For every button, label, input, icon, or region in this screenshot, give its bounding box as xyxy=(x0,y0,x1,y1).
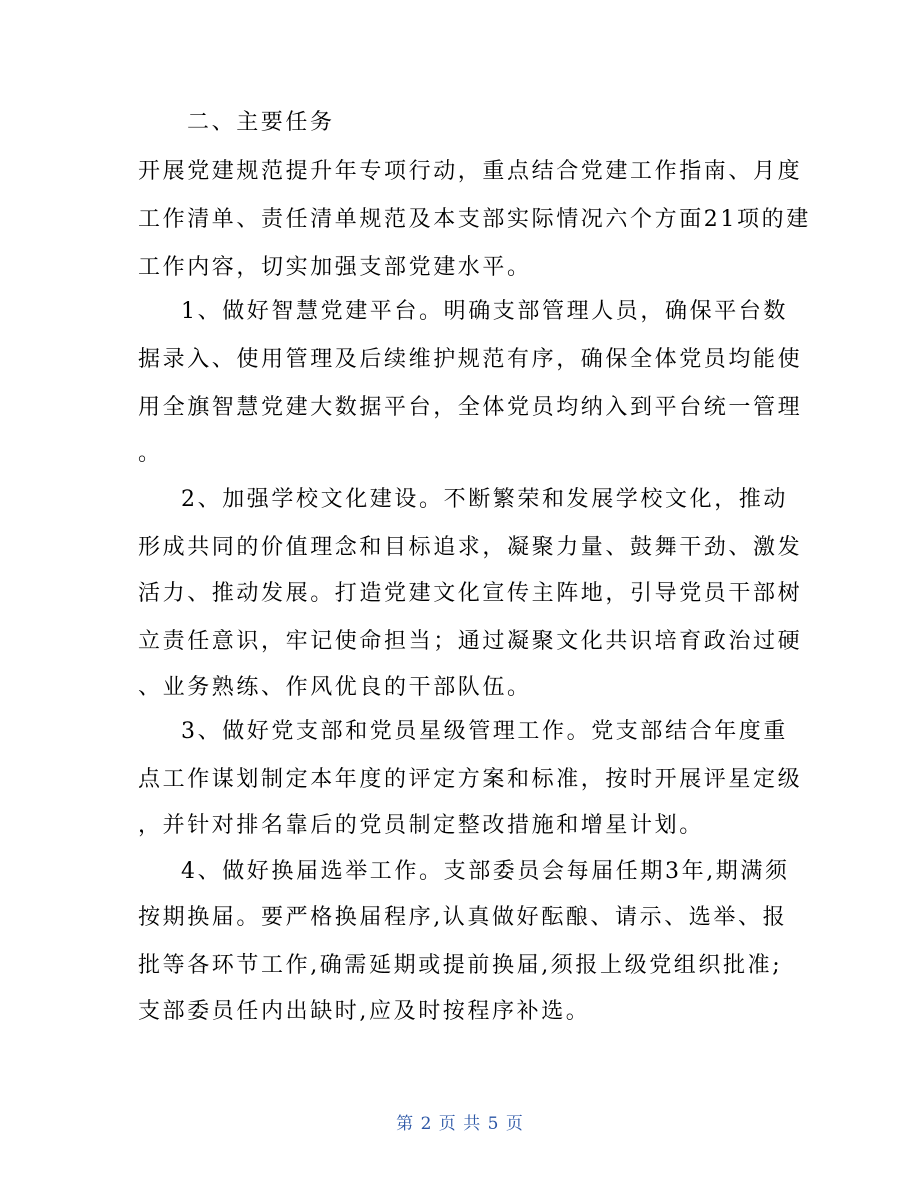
paragraph-line: 、业务熟练、作风优良的干部队伍。 xyxy=(138,675,532,700)
paragraph-line: 活力、推动发展。打造党建文化宣传主阵地，引导党员干部树 xyxy=(138,581,803,606)
paragraph-line: 工作内容，切实加强支部党建水平。 xyxy=(138,255,532,280)
paragraph-line: 点工作谋划制定本年度的评定方案和标准，按时开展评星定级 xyxy=(138,767,803,792)
paragraph-line: 据录入、使用管理及后续维护规范有序，确保全体党员均能使 xyxy=(138,347,803,372)
section-heading: 二、主要任务 xyxy=(187,110,335,135)
page-number-footer: 第 2 页 共 5 页 xyxy=(396,1114,524,1134)
paragraph-line: 4、做好换届选举工作。支部委员会每届任期3年,期满须 xyxy=(181,859,790,884)
paragraph-line: 立责任意识，牢记使命担当；通过凝聚文化共识培育政治过硬 xyxy=(138,629,803,654)
paragraph-line: 开展党建规范提升年专项行动，重点结合党建工作指南、月度 xyxy=(138,159,803,184)
paragraph-line: 用全旗智慧党建大数据平台，全体党员均纳入到平台统一管理 xyxy=(138,395,803,420)
paragraph-line: ，并针对排名靠后的党员制定整改措施和增星计划。 xyxy=(138,813,704,838)
paragraph-line: 2、加强学校文化建设。不断繁荣和发展学校文化，推动 xyxy=(181,487,788,512)
paragraph-line: 3、做好党支部和党员星级管理工作。党支部结合年度重 xyxy=(181,719,788,744)
paragraph-line: 形成共同的价值理念和目标追求，凝聚力量、鼓舞干劲、激发 xyxy=(138,535,803,560)
paragraph-line: 按期换届。要严格换届程序,认真做好酝酿、请示、选举、报 xyxy=(138,905,788,930)
paragraph-line: 批等各环节工作,确需延期或提前换届,须报上级党组织批准; xyxy=(138,953,783,978)
paragraph-line: 工作清单、责任清单规范及本支部实际情况六个方面21项的建 xyxy=(138,207,811,232)
paragraph-line: 1、做好智慧党建平台。明确支部管理人员，确保平台数 xyxy=(181,299,788,324)
paragraph-line: 支部委员任内出缺时,应及时按程序补选。 xyxy=(138,999,591,1024)
paragraph-line: 。 xyxy=(138,441,163,466)
